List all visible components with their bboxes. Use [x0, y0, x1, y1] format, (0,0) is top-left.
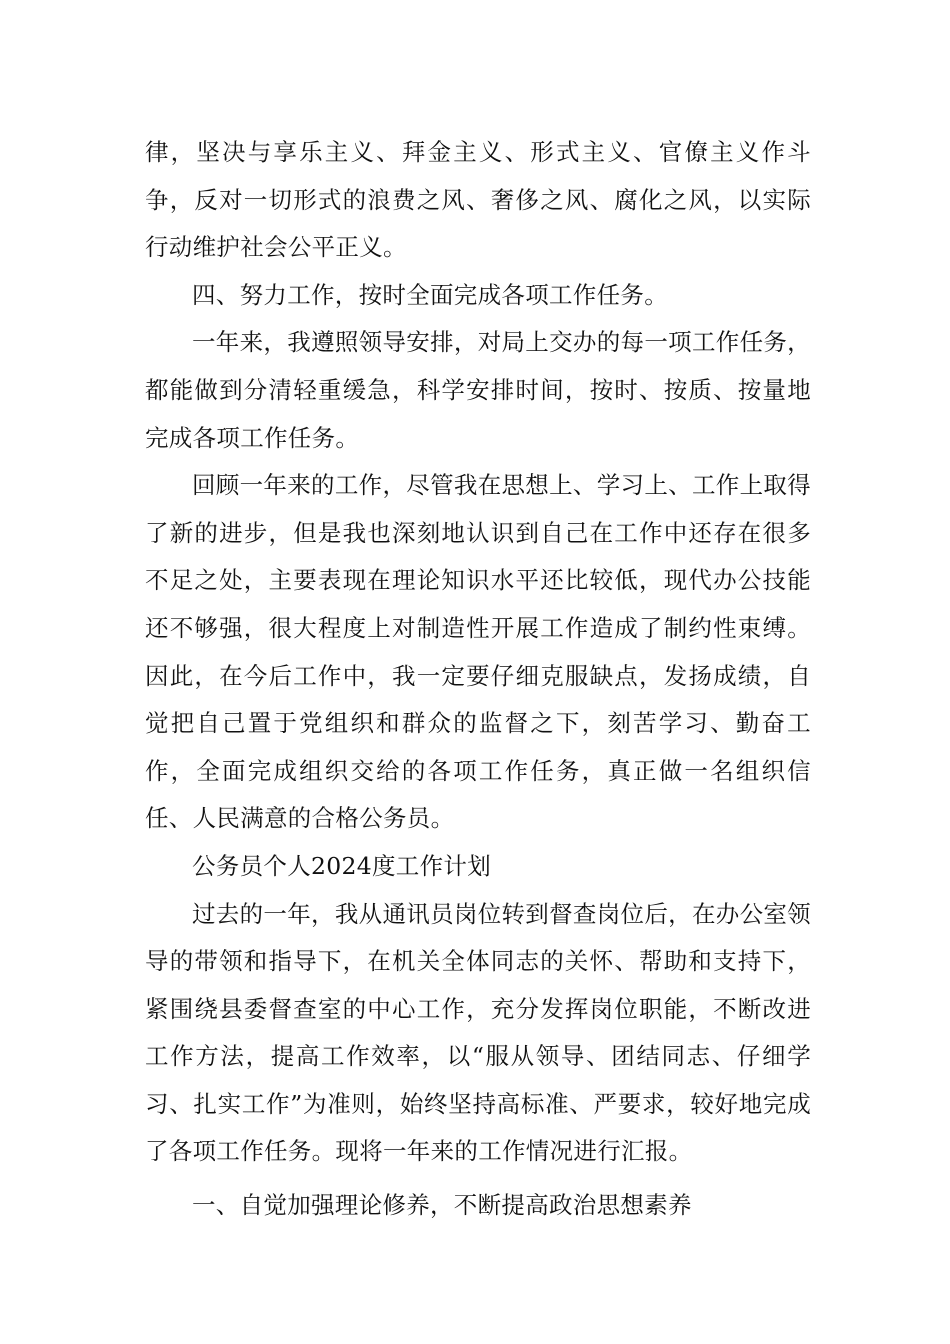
document-page	[145, 129, 811, 1230]
document-subtitle: 公务员个人2024度工作计划	[192, 851, 492, 880]
section-heading-one: 一、自觉加强理论修养，不断提高政治思想素养	[192, 1191, 692, 1220]
paragraph-task-completion: 一年来，我遵照领导安排，对局上交办的每一项工作任务，都能做到分清轻重缓急，科学安排时间，按时、按质、按量地完成各项工作任务。	[145, 328, 811, 452]
paragraph-intro-continuation: 律，坚决与享乐主义、拜金主义、形式主义、官僚主义作斗争，反对一切形式的浪费之风、奢侈之风、腐化之风，以实际行动维护社会公平正义。	[145, 138, 811, 262]
paragraph-review-shortcomings: 回顾一年来的工作，尽管我在思想上、学习上、工作上取得了新的进步，但是我也深刻地认识到自己在工作中还存在很多不足之处，主要表现在理论知识水平还比较低，现代办公技能还不够强，很大程度上对制造性开展工作造成了制约性束缚。因此，在今后工作中，我一定要仔细克服缺点，发扬成绩，自觉把自己置于党组织和群众的监督之下，刻苦学习、勤奋工作，全面完成组织交给的各项工作任务，真正做一名组织信任、人民满意的合格公务员。	[145, 471, 811, 833]
section-heading-four: 四、努力工作，按时全面完成各项工作任务。	[192, 280, 668, 309]
paragraph-past-year-summary: 过去的一年，我从通讯员岗位转到督查岗位后，在办公室领导的带领和指导下，在机关全体同志的关怀、帮助和支持下，紧围绕县委督查室的中心工作，充分发挥岗位职能，不断改进工作方法，提高工作效率，以“服从领导、团结同志、仔细学习、扎实工作”为准则，始终坚持高标准、严要求，较好地完成了各项工作任务。现将一年来的工作情况进行汇报。	[145, 899, 811, 1166]
